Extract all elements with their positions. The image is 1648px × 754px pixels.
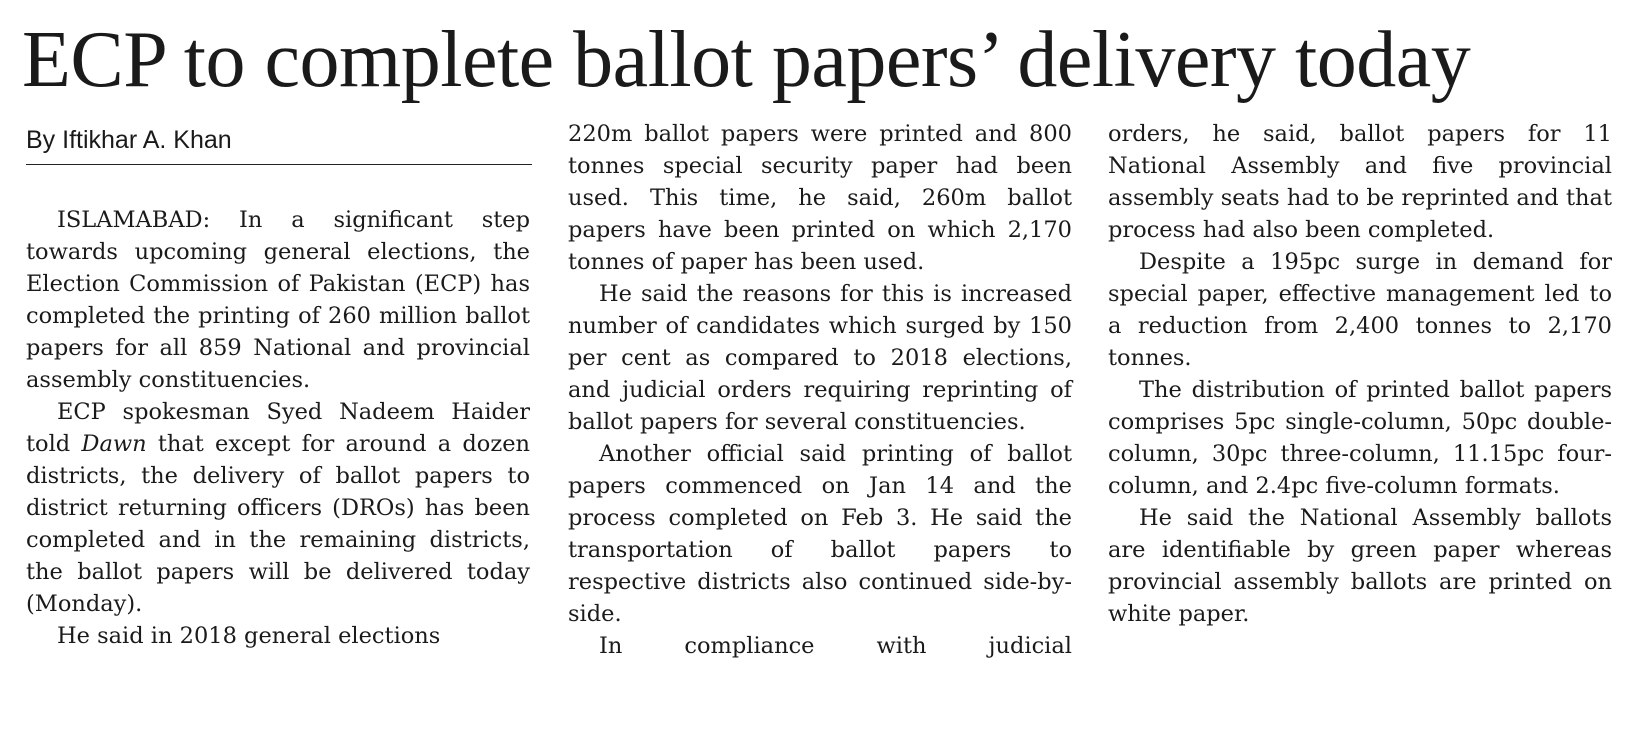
- article-column-2: [568, 118, 1072, 662]
- paragraph-paper-demand: Despite a 195pc surge in demand for special paper, effective management led to a reduction from 2,400 tonnes to 2,170 tonnes.: [1108, 249, 1612, 371]
- paragraph-continued: orders, he said, ballot papers for 11 National Assembly and five provincial assembly seats had to be reprinted and that process had also been completed.: [1108, 121, 1612, 243]
- paragraph-distribution: The distribution of printed ballot papers comprises 5pc single-column, 50pc double-column, 30pc three-column, 11.15pc four-column, and 2.4pc five-column formats.: [1108, 377, 1612, 499]
- paragraph-spokesman: [26, 396, 530, 620]
- paragraph-paper-colours: He said the National Assembly ballots are identifiable by green paper whereas provincial assembly ballots are printed on white paper.: [1108, 505, 1612, 627]
- paragraph-printing-dates: Another official said printing of ballot papers commenced on Jan 14 and the process completed on Feb 3. He said the transportation of ballot papers to respective districts also continued side-by-side.: [568, 441, 1072, 627]
- article-column-1: [26, 204, 530, 652]
- paragraph-continued: 220m ballot papers were printed and 800 tonnes special security paper had been used. This time, he said, 260m ballot papers have been printed on which 2,170 tonnes of paper has been used.: [568, 121, 1072, 275]
- paragraph-dateline: ISLAMABAD: In a significant step towards upcoming general elections, the Election Commission of Pakistan (ECP) has completed the printing of 260 million ballot papers for all 859 National and provincial assembly constituencies.: [26, 207, 530, 393]
- paragraph-text: ECP spokesman Syed Nadeem Haider told: [26, 399, 530, 457]
- paragraph-text: that except for around a dozen districts, the delivery of ballot papers to district returning officers (DROs) has been completed and in the remaining districts, the ballot papers will be delivered today (Monday).: [26, 431, 530, 617]
- paragraph-2018-elections: He said in 2018 general elections: [57, 623, 441, 649]
- newspaper-name: Dawn: [81, 431, 147, 457]
- article-column-3: [1108, 118, 1612, 630]
- article-byline: By Iftikhar A. Khan: [26, 124, 532, 165]
- paragraph-reasons: He said the reasons for this is increased number of candidates which surged by 150 per cent as compared to 2018 elections, and judicial orders requiring reprinting of ballot papers for several constituencies.: [568, 281, 1072, 435]
- paragraph-compliance: In compliance with judicial: [599, 633, 1072, 659]
- article-headline: ECP to complete ballot papers’ delivery today: [22, 16, 1471, 104]
